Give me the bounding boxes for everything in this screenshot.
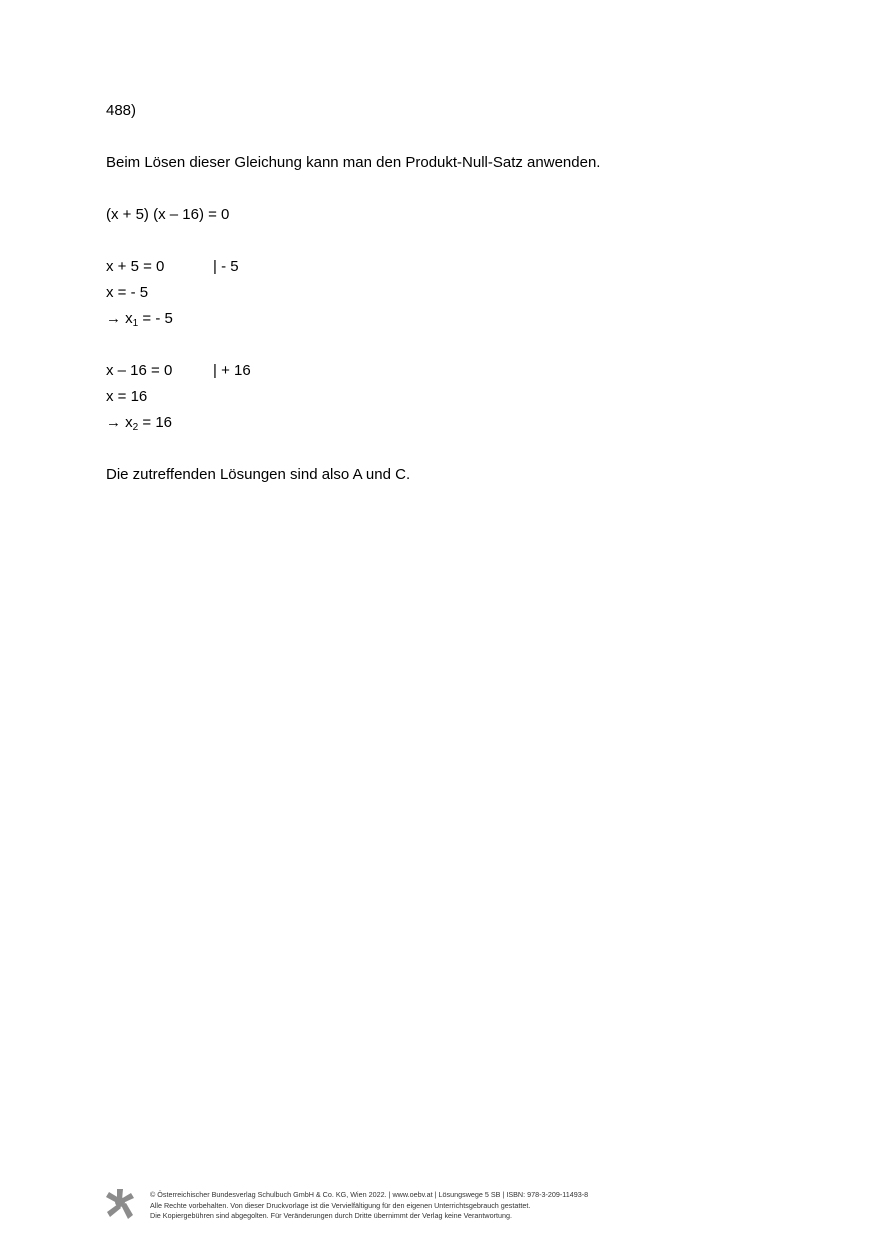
x1-value: = - 5 xyxy=(138,310,173,327)
arrow-x2: → x xyxy=(106,414,133,431)
subscript-2: 2 xyxy=(132,422,139,433)
page-footer xyxy=(105,1188,705,1224)
copyright-text xyxy=(150,1190,588,1222)
case2-equation: x – 16 = 0 xyxy=(106,362,173,379)
publisher-logo-icon xyxy=(105,1188,135,1220)
case1-step2: x = - 5 xyxy=(106,284,149,301)
arrow-x1: → x xyxy=(106,310,133,327)
problem-number: 488) xyxy=(106,102,137,119)
case1-operation: | - 5 xyxy=(213,258,239,275)
main-equation: (x + 5) (x – 16) = 0 xyxy=(106,206,230,223)
conclusion-text: Die zutreffenden Lösungen sind also A und C. xyxy=(106,466,411,483)
case2-operation: | + 16 xyxy=(213,362,251,379)
x2-value: = 16 xyxy=(138,414,173,431)
footer-line-2: Alle Rechte vorbehalten. Von dieser Druckvorlage ist die Vervielfältigung für den eigenen Unterrichtsgebrauch gestattet. xyxy=(150,1200,531,1210)
subscript-1: 1 xyxy=(132,318,139,329)
footer-line-1: © Österreichischer Bundesverlag Schulbuch GmbH & Co. KG, Wien 2022. | www.oebv.at | Lösungswege 5 SB | ISBN: 978-3-209-11493-8 xyxy=(150,1190,589,1199)
case2-result xyxy=(106,413,172,432)
case1-result xyxy=(106,309,173,328)
footer-line-3: Die Kopiergebühren sind abgegolten. Für Veränderungen durch Dritte übernimmt der Verlag keine Verantwortung. xyxy=(150,1211,512,1220)
intro-text: Beim Lösen dieser Gleichung kann man den Produkt-Null-Satz anwenden. xyxy=(106,154,601,171)
case2-step1 xyxy=(106,361,251,380)
case1-equation: x + 5 = 0 xyxy=(106,258,165,275)
case1-step1 xyxy=(106,257,239,276)
case2-step2: x = 16 xyxy=(106,388,148,405)
